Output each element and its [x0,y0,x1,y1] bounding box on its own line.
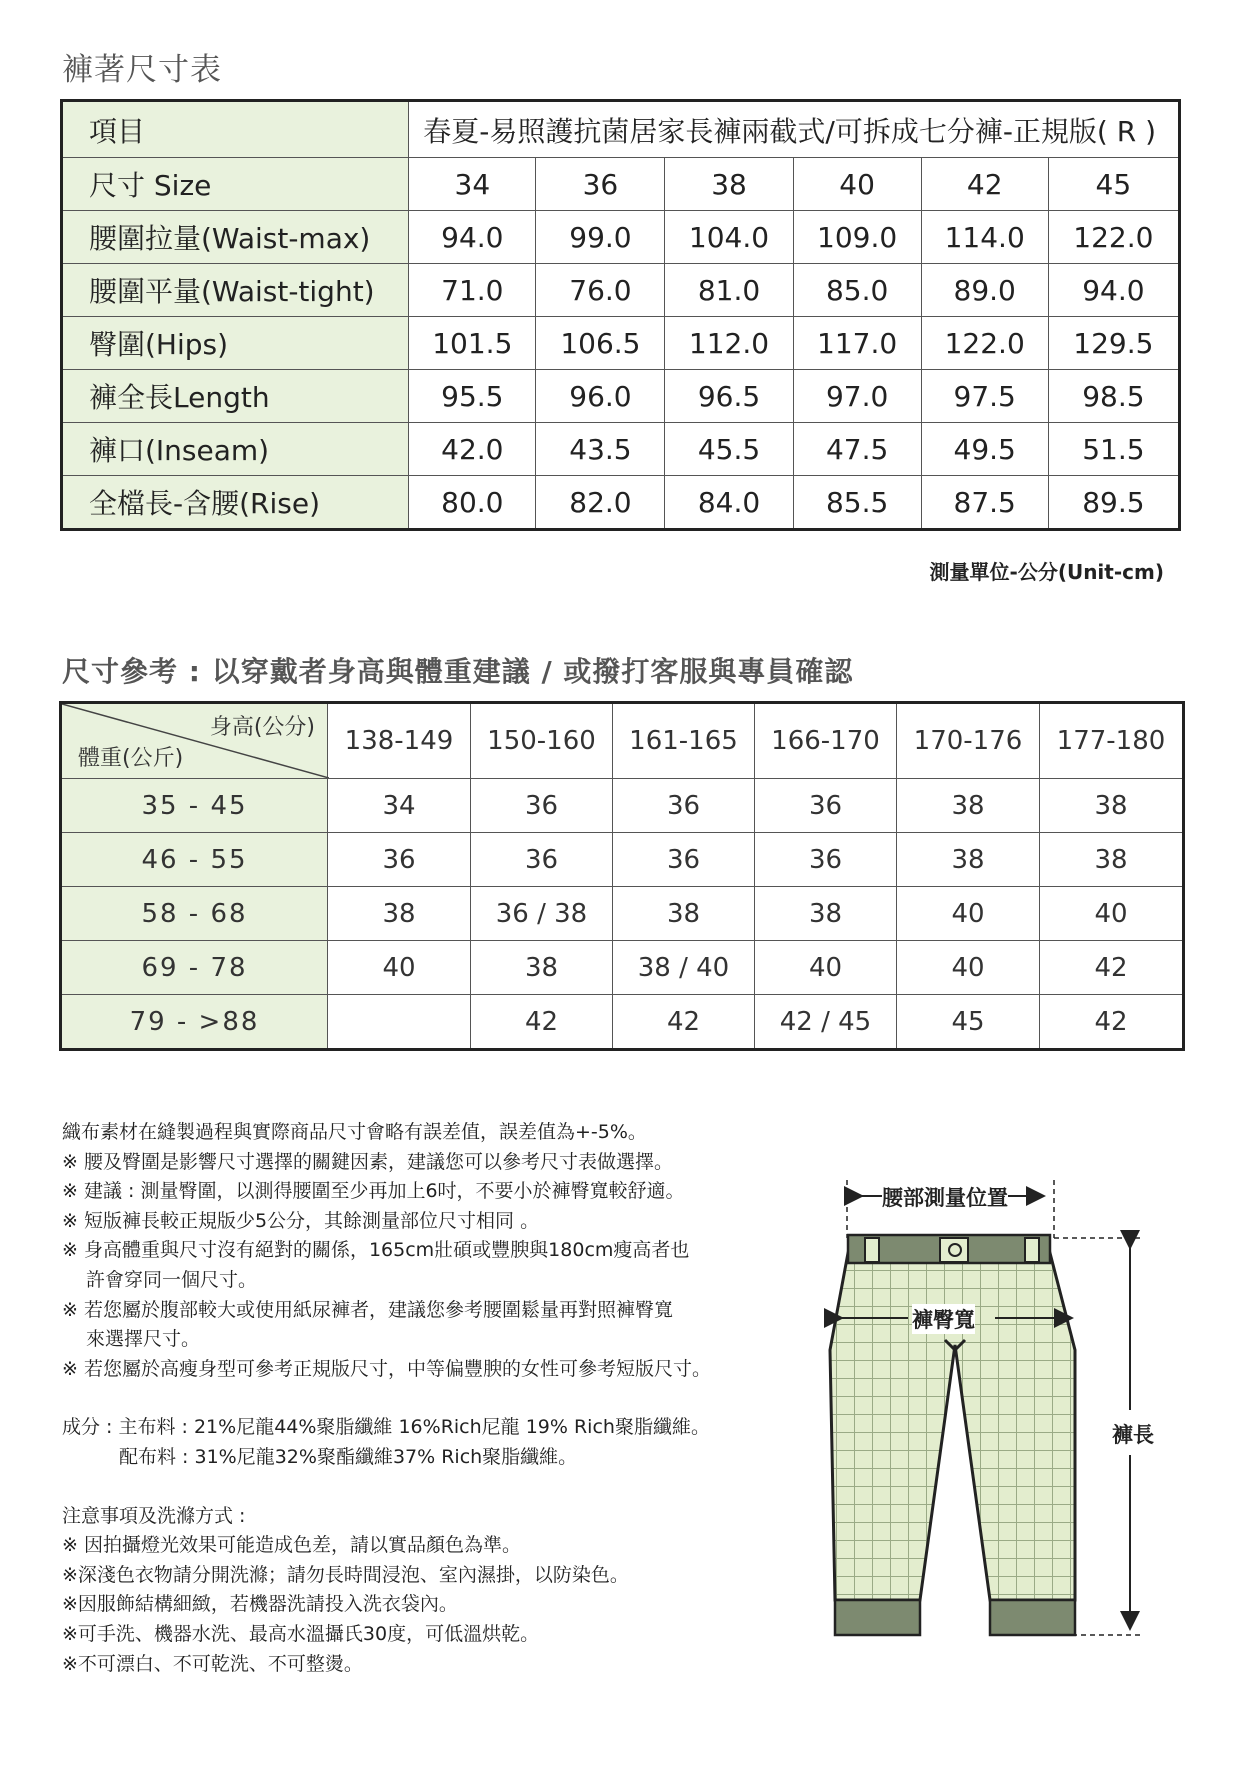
row-label: 褲全長Length [62,370,409,423]
care-title: 注意事項及洗滌方式 : [62,1504,246,1527]
height-header: 170-176 [897,703,1040,779]
table-cell: 36 [755,779,897,833]
table-cell: 36 / 38 [471,887,613,941]
table-cell: 114.0 [921,211,1048,264]
care-line: ※ 因拍攝燈光效果可能造成色差，請以實品顏色為準。 [62,1534,521,1557]
note-line: ※ 若您屬於腹部較大或使用紙尿褲者，建議您參考腰圍鬆量再對照褲臀寬 [62,1298,673,1321]
table-row [62,158,1180,211]
table-cell: 129.5 [1048,317,1179,370]
size-cell: 42 [921,158,1048,211]
hip-width-label: 褲臀寬 [912,1304,975,1334]
length-label: 褲長 [1112,1419,1154,1449]
height-header: 150-160 [471,703,613,779]
table-cell: 99.0 [536,211,665,264]
table-cell: 84.0 [665,476,793,530]
table-cell: 82.0 [536,476,665,530]
row-label: 全檔長-含腰(Rise) [62,476,409,530]
table-row [62,423,1180,476]
table-cell: 122.0 [921,317,1048,370]
size-cell: 45 [1048,158,1179,211]
table-cell: 85.5 [793,476,921,530]
note-line: ※ 腰及臀圍是影響尺寸選擇的關鍵因素，建議您可以參考尺寸表做選擇。 [62,1150,673,1173]
table-cell: 97.0 [793,370,921,423]
table-cell: 47.5 [793,423,921,476]
care-line: ※可手洗、機器水洗、最高水溫攝氏30度，可低溫烘乾。 [62,1622,540,1645]
weight-range: 79 - >88 [61,995,328,1050]
size-cell: 34 [409,158,536,211]
table-cell: 38 [897,779,1040,833]
table-cell: 109.0 [793,211,921,264]
table-cell: 38 / 40 [613,941,755,995]
table-cell: 36 [328,833,471,887]
table-cell: 42 [613,995,755,1050]
table-row [61,703,1184,779]
table-row [62,370,1180,423]
table-cell: 95.5 [409,370,536,423]
table-cell: 112.0 [665,317,793,370]
size-cell: 36 [536,158,665,211]
table-row [62,317,1180,370]
note-line: ※ 建議 : 測量臀圍，以測得腰圍至少再加上6吋，不要小於褲臀寬較舒適。 [62,1180,685,1203]
table-cell: 98.5 [1048,370,1179,423]
reference-title: 尺寸參考 : 以穿戴者身高與體重建議 / 或撥打客服與專員確認 [62,655,854,688]
table-cell: 96.5 [665,370,793,423]
table-row [61,995,1184,1050]
table-cell: 38 [613,887,755,941]
corner-cell [61,703,328,779]
table-cell: 89.0 [921,264,1048,317]
table-cell: 85.0 [793,264,921,317]
unit-note: 測量單位-公分(Unit-cm) [929,560,1164,584]
pants-diagram [800,1180,1200,1684]
table-row [61,887,1184,941]
table-row [62,264,1180,317]
table-cell: 42 [471,995,613,1050]
size-chart-title: 褲著尺寸表 [62,52,222,88]
weight-label: 體重(公斤) [78,746,184,771]
care-line: ※不可漂白、不可乾洗、不可整燙。 [62,1652,363,1675]
note-line: ※ 短版褲長較正規版少5公分，其餘測量部位尺寸相同 。 [62,1209,540,1232]
table-cell: 43.5 [536,423,665,476]
table-row [61,941,1184,995]
table-cell: 38 [328,887,471,941]
product-name: 春夏-易照護抗菌居家長褲兩截式/可拆成七分褲-正規版( R ) [409,101,1180,158]
table-cell: 117.0 [793,317,921,370]
weight-range: 69 - 78 [61,941,328,995]
size-header: 尺寸 Size [62,158,409,211]
note-line: 來選擇尺寸。 [86,1328,201,1351]
table-row [61,779,1184,833]
care-line: ※深淺色衣物請分開洗滌；請勿長時間浸泡、室內濕掛，以防染色。 [62,1563,629,1586]
item-header: 項目 [62,101,409,158]
row-label: 臀圍(Hips) [62,317,409,370]
size-chart-table [60,99,1181,531]
height-header: 166-170 [755,703,897,779]
height-header: 138-149 [328,703,471,779]
table-cell: 40 [897,887,1040,941]
table-cell: 80.0 [409,476,536,530]
table-cell: 94.0 [1048,264,1179,317]
table-cell: 42 [1040,995,1184,1050]
table-cell: 94.0 [409,211,536,264]
table-cell: 38 [1040,833,1184,887]
table-cell: 76.0 [536,264,665,317]
height-header: 177-180 [1040,703,1184,779]
table-cell: 87.5 [921,476,1048,530]
waist-measure-label: 腰部測量位置 [882,1182,1008,1212]
notes-section [62,1118,711,1679]
table-cell: 42 / 45 [755,995,897,1050]
table-cell: 36 [471,779,613,833]
table-cell: 40 [755,941,897,995]
height-label: 身高(公分) [209,715,315,740]
note-line: 許會穿同一個尺寸。 [86,1268,258,1291]
size-cell: 40 [793,158,921,211]
table-cell: 122.0 [1048,211,1179,264]
table-cell: 97.5 [921,370,1048,423]
row-label: 腰圍拉量(Waist-max) [62,211,409,264]
size-cell: 38 [665,158,793,211]
table-cell: 71.0 [409,264,536,317]
table-cell: 40 [1040,887,1184,941]
table-cell: 38 [897,833,1040,887]
table-cell: 40 [897,941,1040,995]
table-cell: 36 [613,779,755,833]
weight-range: 58 - 68 [61,887,328,941]
table-cell: 106.5 [536,317,665,370]
reference-table [59,701,1185,1051]
table-cell: 34 [328,779,471,833]
row-label: 腰圍平量(Waist-tight) [62,264,409,317]
care-line: ※因服飾結構細緻，若機器洗請投入洗衣袋內。 [62,1593,458,1616]
table-cell: 36 [613,833,755,887]
table-cell: 40 [328,941,471,995]
table-row [61,833,1184,887]
table-cell: 104.0 [665,211,793,264]
table-cell: 45 [897,995,1040,1050]
height-header: 161-165 [613,703,755,779]
table-cell: 38 [1040,779,1184,833]
table-cell: 51.5 [1048,423,1179,476]
table-cell: 38 [471,941,613,995]
table-row [62,211,1180,264]
row-label: 褲口(Inseam) [62,423,409,476]
note-line: ※ 身高體重與尺寸沒有絕對的關係，165cm壯碩或豐腴與180cm瘦高者也 [62,1239,690,1262]
table-cell: 42.0 [409,423,536,476]
table-row [62,476,1180,530]
weight-range: 35 - 45 [61,779,328,833]
table-cell: 45.5 [665,423,793,476]
table-cell: 36 [755,833,897,887]
material-main: 成分 : 主布料 : 21%尼龍44%聚脂纖維 16%Rich尼龍 19% Rich聚脂纖維。 [62,1416,710,1439]
table-cell: 101.5 [409,317,536,370]
note-line: ※ 若您屬於高瘦身型可參考正規版尺寸，中等偏豐腴的女性可參考短版尺寸。 [62,1357,711,1380]
table-row [62,101,1180,158]
table-cell: 89.5 [1048,476,1179,530]
table-cell: 81.0 [665,264,793,317]
table-cell: 49.5 [921,423,1048,476]
table-cell: 42 [1040,941,1184,995]
material-sub: 配布料 : 31%尼龍32%聚酯纖維37% Rich聚脂纖維。 [119,1445,578,1468]
table-cell: 36 [471,833,613,887]
table-cell: 38 [755,887,897,941]
weight-range: 46 - 55 [61,833,328,887]
table-cell: 96.0 [536,370,665,423]
table-cell [328,995,471,1050]
note-line: 織布素材在縫製過程與實際商品尺寸會略有誤差值，誤差值為+-5%。 [62,1121,647,1143]
